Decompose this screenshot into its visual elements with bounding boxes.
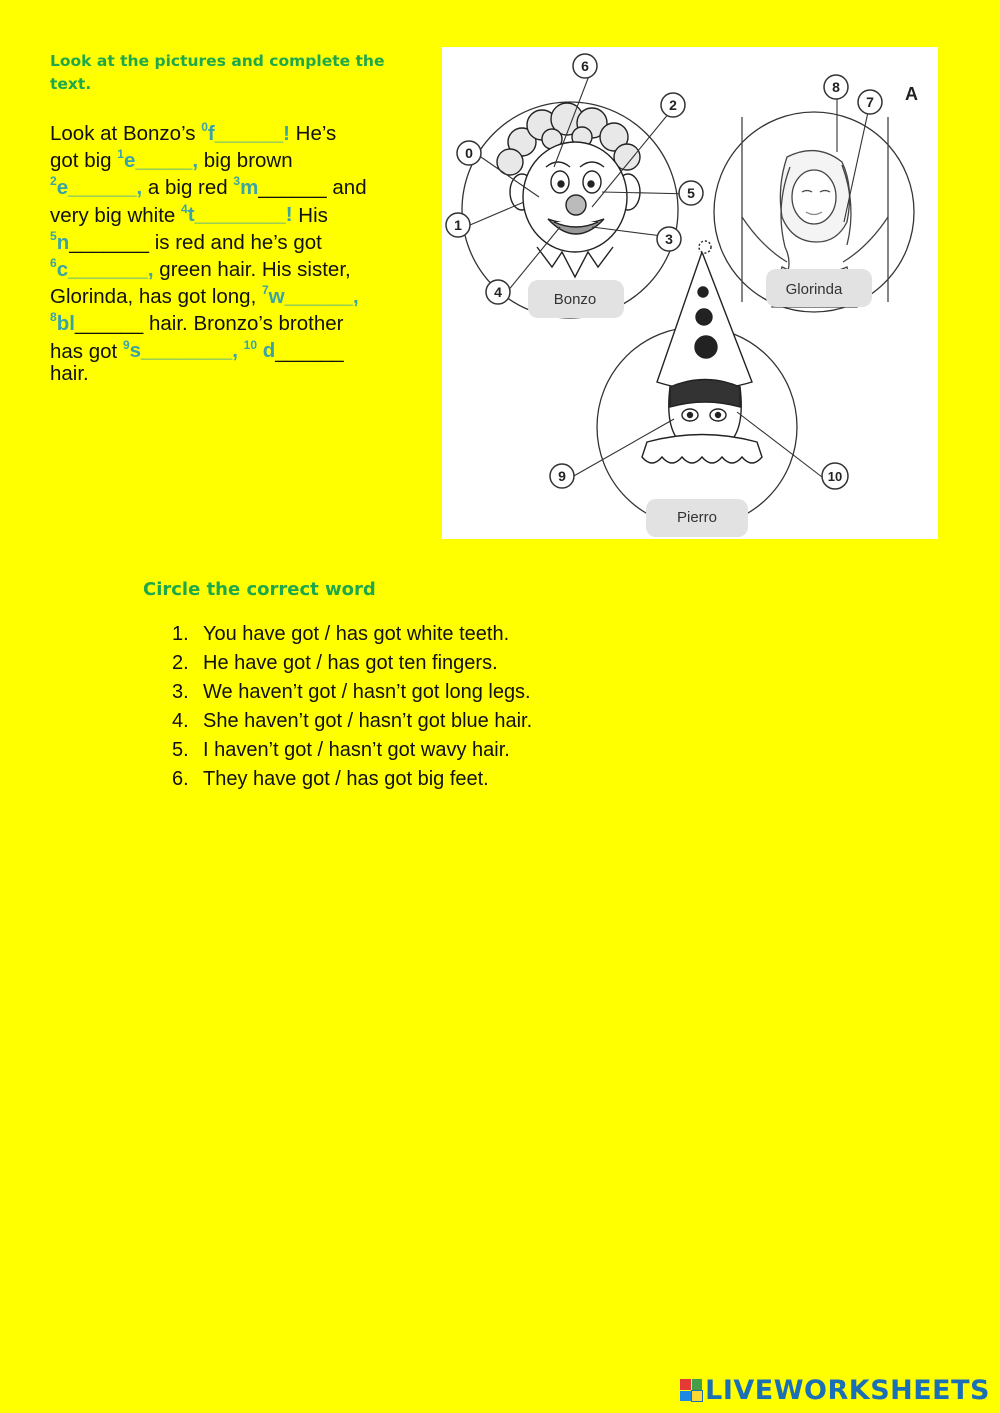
pierro-figure — [642, 241, 762, 463]
blank-3[interactable]: $^3$m — [233, 174, 259, 200]
cloze-line-6 — [50, 251, 435, 281]
blank-5[interactable]: $^5$n — [50, 228, 70, 254]
list-item[interactable]: 5. I haven’t got / hasn’t got wavy hair. — [172, 739, 510, 761]
cloze-text-segment: very big white — [50, 203, 182, 227]
blank-6[interactable]: $^6$c_______, — [50, 255, 154, 281]
blank-9[interactable]: $^9$s________, — [122, 337, 238, 363]
list-item[interactable]: 4. She haven’t got / hasn’t got blue hair. — [172, 710, 533, 732]
blank-1[interactable]: $^1$e_____, — [117, 147, 199, 173]
cloze-text-segment: ______ — [275, 339, 344, 363]
callout-10 — [822, 463, 848, 489]
list-item[interactable]: 1. You have got / has got white teeth. — [172, 623, 510, 645]
name-bonzo: Bonzo — [553, 291, 597, 308]
callout-6 — [573, 54, 597, 78]
cloze-line-2 — [50, 142, 435, 173]
cloze-text-segment: ______ hair. Bronzo’s brother — [74, 312, 344, 336]
callout-2 — [661, 93, 685, 117]
cloze-text-segment: _______ is red and he’s got — [69, 230, 322, 254]
name-pierro: Pierro — [676, 509, 718, 526]
clown-illustration — [442, 47, 938, 539]
blank-10[interactable]: $^{10}$ d — [243, 337, 276, 363]
list-item[interactable]: 6. They have got / has got big feet. — [172, 768, 489, 790]
callout-5 — [679, 181, 703, 205]
liveworksheets-logo — [680, 1375, 990, 1405]
logo-icon — [680, 1379, 702, 1401]
brand-name: LIVEWORKSHEETS — [705, 1374, 990, 1406]
cloze-text-segment: got big — [50, 149, 118, 173]
svg-text:4: 4 — [494, 284, 502, 300]
circle-exercise-list — [172, 620, 532, 794]
cloze-text-segment: a big red — [142, 176, 234, 200]
cloze-line-9 — [50, 333, 435, 363]
cloze-instructions: Look at the pictures and complete the text. — [50, 52, 385, 93]
list-item[interactable]: 2. He have got / has got ten fingers. — [172, 652, 498, 674]
blank-8[interactable]: $^8$bl — [50, 310, 75, 336]
svg-text:10: 10 — [827, 469, 843, 484]
blank-0[interactable]: $^0$f______! — [201, 120, 290, 145]
callout-7 — [858, 90, 882, 114]
callout-0 — [457, 141, 481, 165]
svg-text:1: 1 — [454, 217, 462, 233]
blank-2[interactable]: $^2$e______, — [50, 174, 143, 200]
svg-text:2: 2 — [669, 97, 677, 113]
blank-7[interactable]: $^7$w______, — [261, 283, 359, 308]
svg-text:8: 8 — [832, 79, 840, 95]
cloze-line-3 — [50, 169, 435, 200]
cloze-line-7 — [50, 278, 435, 308]
cloze-text-segment: Look at Bonzo’s — [50, 121, 202, 145]
callout-1 — [446, 213, 470, 237]
svg-text:9: 9 — [558, 468, 566, 484]
cloze-text-segment: His — [292, 203, 328, 227]
cloze-text-segment: ______ and — [258, 176, 367, 200]
circle-instructions: Circle the correct word — [143, 579, 376, 600]
callout-8 — [824, 75, 848, 99]
cloze-text-segment: green hair. His sister, — [153, 257, 351, 281]
cloze-line-8 — [50, 305, 435, 336]
svg-text:5: 5 — [687, 185, 695, 201]
list-item[interactable]: 3. We haven’t got / hasn’t got long legs. — [172, 681, 531, 703]
picture-letter: A — [905, 84, 918, 104]
cloze-line-5 — [50, 224, 435, 254]
cloze-text-segment: hair. — [50, 361, 89, 385]
cloze-line-1 — [50, 115, 435, 145]
cloze-line-10 — [50, 360, 435, 387]
cloze-text-segment: Glorinda, has got long, — [50, 284, 262, 308]
cloze-text — [50, 115, 435, 387]
callout-9 — [550, 464, 574, 488]
name-glorinda: Glorinda — [785, 281, 843, 298]
blank-4[interactable]: $^4$t________! — [181, 201, 293, 227]
svg-text:7: 7 — [866, 94, 874, 110]
callout-4 — [486, 280, 510, 304]
cloze-text-segment: He’s — [289, 121, 337, 145]
svg-text:6: 6 — [581, 58, 589, 74]
svg-text:3: 3 — [665, 231, 673, 247]
cloze-text-segment: has got — [50, 339, 123, 363]
cloze-line-4 — [50, 197, 435, 227]
callout-3 — [657, 227, 681, 251]
svg-text:0: 0 — [465, 145, 473, 161]
cloze-text-segment: big brown — [198, 149, 293, 173]
